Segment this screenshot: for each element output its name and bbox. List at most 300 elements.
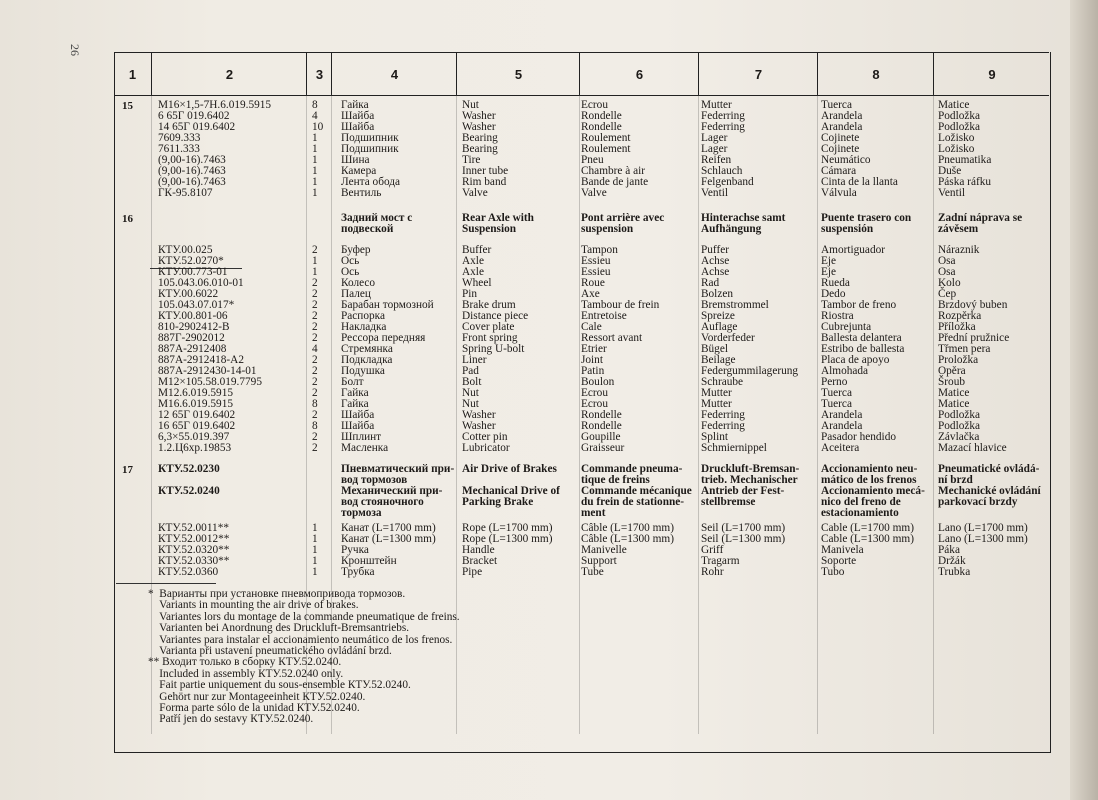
part-name-col9: Podložka: [938, 121, 981, 133]
part-name-col8: Tuerca: [821, 398, 852, 410]
part-number: M16×1,5-7H.6.019.5915: [158, 99, 272, 111]
part-number: (9,00-16).7463: [158, 176, 226, 188]
part-name-col6: Entretoise: [581, 310, 627, 322]
footnote-line: Variantes para instalar el accionamiento neumático de los frenos.: [148, 633, 453, 646]
part-name-col9: Držák: [938, 555, 966, 567]
part-name-col9: Kolo: [938, 277, 961, 289]
footnote-line: Forma parte sólo de la unidad КТУ.52.0240.: [148, 702, 360, 714]
part-number: ГК-95.8107: [158, 187, 213, 199]
footnote-line: Gehört nur zur Montageeinheit КТУ.52.0240.: [148, 690, 366, 703]
book-spine-shadow: [1070, 0, 1098, 800]
part-name-col4: Шайба: [341, 121, 375, 133]
part-name-col8: Dedo: [821, 288, 846, 300]
quantity: 4: [312, 343, 318, 355]
part-name-col5: Liner: [462, 354, 487, 366]
part-name-col6: Patin: [581, 365, 605, 377]
part-name-col9: Matice: [938, 398, 970, 410]
quantity: 8: [312, 398, 318, 410]
part-name-col9: Osa: [938, 255, 956, 267]
part-name-col5: Nut: [462, 398, 479, 410]
part-number: КТУ.52.0320**: [158, 544, 230, 556]
part-name-col6: Ecrou: [581, 99, 608, 111]
part-name-col9: Ložisko: [938, 132, 975, 144]
part-number: 12 65Г 019.6402: [158, 409, 236, 421]
quantity: 4: [312, 110, 318, 122]
assembly-title-c8: nico del freno de: [821, 496, 901, 508]
part-name-col5: Tire: [462, 154, 481, 166]
part-number: КТУ.52.0012**: [158, 533, 230, 545]
assembly-title-c9: závěsem: [938, 223, 979, 235]
assembly-title-c2: КТУ.52.0240: [158, 485, 220, 497]
part-name-col5: Cover plate: [462, 321, 515, 333]
part-name-col5: Rope (L=1700 mm): [462, 522, 553, 534]
quantity: 2: [312, 288, 318, 300]
part-name-col5: Buffer: [462, 244, 492, 256]
footnote-line: Variantes lors du montage de la commande pneumatique de freins.: [148, 610, 460, 623]
part-name-col7: Mutter: [701, 398, 732, 410]
part-number: 810-2902412-В: [158, 321, 230, 333]
part-name-col8: Tambor de freno: [821, 299, 897, 311]
assembly-title-c8: suspensión: [821, 223, 874, 235]
part-name-col6: Axe: [581, 288, 600, 300]
footnote-line: Varianten bei Anordnung des Druckluft-Bremsantriebs.: [148, 622, 410, 635]
table-header-row: [114, 52, 1049, 96]
assembly-title-c6: Commande pneuma-: [581, 463, 683, 475]
part-name-col6: Rondelle: [581, 121, 622, 133]
part-name-col6: Etrier: [581, 343, 607, 355]
part-name-col5: Handle: [462, 544, 495, 556]
part-name-col9: Brzdový buben: [938, 299, 1008, 311]
part-number: 105.043.07.017*: [158, 299, 235, 311]
part-name-col9: Podložka: [938, 420, 981, 432]
quantity: 2: [312, 354, 318, 366]
part-name-col8: Rueda: [821, 277, 850, 289]
part-name-col5: Pin: [462, 288, 478, 300]
part-name-col9: Čep: [938, 288, 957, 300]
part-name-col7: Achse: [701, 266, 730, 278]
assembly-title-c8: Accionamiento mecá-: [821, 485, 925, 497]
part-name-col7: Lager: [701, 132, 728, 144]
part-name-col4: Кронштейн: [341, 555, 397, 567]
column-header-4: 4: [331, 53, 457, 95]
part-name-col7: Ventil: [701, 187, 728, 199]
part-name-col7: Bügel: [701, 343, 728, 355]
part-name-col5: Bolt: [462, 376, 482, 388]
part-name-col5: Inner tube: [462, 165, 509, 177]
assembly-title-c8: estacionamiento: [821, 507, 899, 519]
part-name-col8: Eje: [821, 266, 837, 278]
part-name-col7: Spreize: [701, 310, 735, 322]
part-name-col5: Pipe: [462, 566, 483, 578]
assembly-title-c8: Accionamiento neu-: [821, 463, 918, 475]
part-name-col7: Vorderfeder: [701, 332, 755, 344]
part-name-col5: Rim band: [462, 176, 507, 188]
part-name-col4: Ручка: [341, 544, 369, 556]
part-name-col7: Schmiernippel: [701, 442, 767, 454]
part-name-col7: Schraube: [701, 376, 744, 388]
part-name-col4: Ось: [341, 266, 360, 278]
footnote-line: Variants in mounting the air drive of brakes.: [148, 599, 359, 612]
part-name-col9: Závlačka: [938, 431, 980, 443]
assembly-title-c9: ní brzd: [938, 474, 973, 486]
assembly-title-c7: Hinterachse samt: [701, 212, 786, 224]
part-name-col8: Almohada: [821, 365, 869, 377]
part-name-col5: Distance piece: [462, 310, 529, 322]
part-number: 6 65Г 019.6402: [158, 110, 230, 122]
group-number: 17: [122, 464, 133, 476]
quantity: 2: [312, 332, 318, 344]
part-name-col8: Cojinete: [821, 143, 860, 155]
part-name-col4: Шайба: [341, 420, 375, 432]
part-number: КТУ.52.0330**: [158, 555, 230, 567]
part-number: 887А-2912408: [158, 343, 227, 355]
part-number: M16.6.019.5915: [158, 398, 234, 410]
part-name-col7: Federgummilagerung: [701, 365, 799, 377]
part-name-col7: Beilage: [701, 354, 736, 366]
assembly-title-c6: Commande mécanique: [581, 485, 692, 497]
part-name-col4: Палец: [341, 288, 371, 300]
assembly-title-c4: тормоза: [341, 507, 382, 519]
part-name-col6: Tambour de frein: [581, 299, 660, 311]
part-name-col7: Seil (L=1700 mm): [701, 522, 786, 534]
column-separator: [933, 94, 934, 734]
assembly-title-c6: du frein de stationne-: [581, 496, 685, 508]
assembly-title-c5: Parking Brake: [462, 496, 534, 508]
part-name-col4: Подушка: [341, 365, 385, 377]
part-name-col8: Riostra: [821, 310, 854, 322]
quantity: 2: [312, 365, 318, 377]
part-name-col5: Nut: [462, 99, 479, 111]
part-number: 105.043.06.010-01: [158, 277, 244, 289]
assembly-title-c5: Mechanical Drive of: [462, 485, 560, 497]
column-separator: [456, 94, 457, 734]
part-name-col4: Барабан тормозной: [341, 299, 434, 311]
part-name-col7: Puffer: [701, 244, 730, 256]
part-name-col6: Chambre à air: [581, 165, 645, 177]
quantity: 1: [312, 533, 318, 545]
part-name-col8: Arandela: [821, 420, 863, 432]
part-number: (9,00-16).7463: [158, 154, 226, 166]
assembly-title-c7: stellbremse: [701, 496, 756, 508]
part-number: 14 65Г 019.6402: [158, 121, 236, 133]
part-name-col6: Essieu: [581, 266, 611, 278]
part-name-col6: Tube: [581, 566, 604, 578]
part-name-col9: Příložka: [938, 321, 976, 333]
part-name-col4: Накладка: [341, 321, 387, 333]
part-name-col8: Tuerca: [821, 387, 852, 399]
quantity: 1: [312, 522, 318, 534]
part-name-col5: Bracket: [462, 555, 498, 567]
part-name-col6: Valve: [581, 187, 607, 199]
part-number: M12×105.58.019.7795: [158, 376, 262, 388]
part-name-col5: Bearing: [462, 143, 498, 155]
assembly-title-c5: Suspension: [462, 223, 517, 235]
quantity: 1: [312, 544, 318, 556]
part-name-col4: Распорка: [341, 310, 385, 322]
part-name-col4: Канат (L=1300 mm): [341, 533, 436, 545]
part-name-col6: Pneu: [581, 154, 604, 166]
column-header-6: 6: [579, 53, 699, 95]
quantity: 8: [312, 420, 318, 432]
footnote-line: Patří jen do sestavy КТУ.52.0240.: [148, 713, 314, 726]
part-number: 6,3×55.019.397: [158, 431, 230, 443]
part-name-col8: Pasador hendido: [821, 431, 896, 443]
part-name-col9: Podložka: [938, 409, 981, 421]
part-name-col7: Federring: [701, 409, 745, 421]
part-name-col8: Aceitera: [821, 442, 860, 454]
part-number: 16 65Г 019.6402: [158, 420, 236, 432]
part-name-col7: Bolzen: [701, 288, 733, 300]
part-number: КТУ.52.0360: [158, 566, 219, 578]
quantity: 1: [312, 176, 318, 188]
part-name-col6: Goupille: [581, 431, 621, 443]
part-name-col9: Trubka: [938, 566, 971, 578]
column-separator: [817, 94, 818, 734]
part-name-col8: Arandela: [821, 409, 863, 421]
part-number: КТУ.00.773-01: [158, 266, 228, 278]
part-name-col4: Шайба: [341, 409, 375, 421]
part-name-col8: Cubrejunta: [821, 321, 872, 333]
footnote-line: * Варианты при установке пневмопривода тормозов.: [148, 588, 406, 600]
part-name-col8: Placa de apoyo: [821, 354, 890, 366]
part-name-col8: Cámara: [821, 165, 857, 177]
part-name-col9: Podložka: [938, 110, 981, 122]
column-header-5: 5: [456, 53, 580, 95]
part-name-col5: Brake drum: [462, 299, 516, 311]
part-name-col8: Eje: [821, 255, 837, 267]
part-name-col8: Cable (L=1300 mm): [821, 533, 914, 545]
part-name-col6: Câble (L=1300 mm): [581, 533, 674, 545]
assembly-title-c6: tique de freins: [581, 474, 650, 486]
part-name-col8: Ballesta delantera: [821, 332, 902, 344]
part-number: (9,00-16).7463: [158, 165, 226, 177]
assembly-title-c7: Druckluft-Bremsan-: [701, 463, 800, 475]
assembly-title-c6: Pont arrière avec: [581, 212, 665, 224]
part-name-col6: Roue: [581, 277, 605, 289]
part-name-col4: Болт: [341, 376, 364, 388]
part-name-col4: Шплинт: [341, 431, 382, 443]
part-name-col4: Гайка: [341, 387, 369, 399]
quantity: 2: [312, 321, 318, 333]
assembly-title-c7: trieb. Mechanischer: [701, 474, 798, 486]
quantity: 1: [312, 187, 318, 199]
part-name-col6: Bande de jante: [581, 176, 649, 188]
part-name-col8: Arandela: [821, 121, 863, 133]
part-name-col7: Lager: [701, 143, 728, 155]
part-name-col9: Matice: [938, 387, 970, 399]
part-number: КТУ.00.801-06: [158, 310, 228, 322]
assembly-title-c9: Pneumatické ovládá-: [938, 463, 1040, 475]
part-name-col5: Pad: [462, 365, 479, 377]
part-name-col8: Neumático: [821, 154, 871, 166]
part-name-col5: Front spring: [462, 332, 518, 344]
part-number: 7609.333: [158, 132, 201, 144]
part-number: M12.6.019.5915: [158, 387, 234, 399]
part-name-col9: Lano (L=1700 mm): [938, 522, 1028, 534]
part-name-col6: Câble (L=1700 mm): [581, 522, 674, 534]
footnote-line: Included in assembly КТУ.52.0240 only.: [148, 667, 344, 680]
part-name-col6: Roulement: [581, 132, 631, 144]
assembly-title-c8: mático de los frenos: [821, 474, 917, 486]
part-name-col6: Ecrou: [581, 387, 608, 399]
quantity: 2: [312, 442, 318, 454]
part-name-col7: Seil (L=1300 mm): [701, 533, 786, 545]
part-name-col5: Cotter pin: [462, 431, 508, 443]
assembly-title-c6: ment: [581, 507, 606, 519]
part-name-col7: Bremstrommel: [701, 299, 769, 311]
quantity: 1: [312, 255, 318, 267]
column-header-3: 3: [306, 53, 332, 95]
part-name-col9: Rozpěrka: [938, 310, 982, 322]
quantity: 1: [312, 132, 318, 144]
part-name-col4: Камера: [341, 165, 377, 177]
part-name-col4: Шина: [341, 154, 370, 166]
part-name-col9: Opěra: [938, 365, 966, 377]
part-name-col7: Felgenband: [701, 176, 754, 188]
quantity: 1: [312, 566, 318, 578]
part-name-col4: Подшипник: [341, 132, 399, 144]
part-name-col4: Гайка: [341, 398, 369, 410]
quantity: 1: [312, 165, 318, 177]
part-name-col4: Гайка: [341, 99, 369, 111]
part-name-col4: Масленка: [341, 442, 389, 454]
part-name-col9: Osa: [938, 266, 956, 278]
part-name-col4: Трубка: [341, 566, 375, 578]
quantity: 2: [312, 387, 318, 399]
part-name-col8: Cinta de la llanta: [821, 176, 898, 188]
part-name-col6: Ecrou: [581, 398, 608, 410]
assembly-title-c5: Rear Axle with: [462, 212, 534, 224]
part-name-col5: Washer: [462, 121, 496, 133]
column-header-9: 9: [933, 53, 1050, 95]
part-number: 887А-2912430-14-01: [158, 365, 257, 377]
footnote-line: ** Входит только в сборку КТУ.52.0240.: [148, 656, 342, 669]
column-header-1: 1: [128, 66, 137, 82]
column-header-7: 7: [698, 53, 818, 95]
quantity: 8: [312, 99, 318, 111]
part-name-col8: Estribo de ballesta: [821, 343, 905, 355]
assembly-title-c4: вод стояночного: [341, 496, 424, 508]
column-header-2: 2: [151, 53, 307, 95]
part-name-col7: Federring: [701, 420, 745, 432]
part-name-col6: Cale: [581, 321, 602, 333]
part-name-col4: Ось: [341, 255, 360, 267]
part-name-col6: Manivelle: [581, 544, 627, 556]
part-name-col6: Rondelle: [581, 110, 622, 122]
part-name-col6: Ressort avant: [581, 332, 643, 344]
column-separator: [698, 94, 699, 734]
quantity: 1: [312, 143, 318, 155]
page-number: 26: [68, 44, 82, 56]
part-name-col6: Roulement: [581, 143, 631, 155]
part-name-col7: Achse: [701, 255, 730, 267]
part-name-col9: Šroub: [938, 376, 965, 388]
quantity: 1: [312, 555, 318, 567]
part-name-col8: Cable (L=1700 mm): [821, 522, 914, 534]
part-name-col7: Mutter: [701, 387, 732, 399]
quantity: 2: [312, 409, 318, 421]
column-header-8: 8: [817, 53, 934, 95]
part-name-col4: Подкладка: [341, 354, 393, 366]
part-name-col5: Washer: [462, 420, 496, 432]
part-name-col4: Стремянка: [341, 343, 393, 355]
part-name-col4: Лента обода: [341, 176, 401, 188]
part-name-col7: Tragarm: [701, 555, 740, 567]
part-name-col6: Rondelle: [581, 409, 622, 421]
part-name-col5: Bearing: [462, 132, 498, 144]
part-number: 7611.333: [158, 143, 200, 155]
part-name-col9: Páska ráfku: [938, 176, 992, 188]
assembly-title-c9: parkovací brzdy: [938, 496, 1018, 508]
part-name-col8: Tubo: [821, 566, 845, 578]
group-number: 16: [122, 213, 133, 225]
part-name-col9: Proložka: [938, 354, 979, 366]
part-name-col5: Lubricator: [462, 442, 510, 454]
part-name-col5: Rope (L=1300 mm): [462, 533, 553, 545]
quantity: 2: [312, 244, 318, 256]
part-name-col7: Rohr: [701, 566, 724, 578]
footnote-line: Varianta při ustavení pneumatického ovládání brzd.: [148, 645, 392, 657]
part-name-col7: Auflage: [701, 321, 738, 333]
part-name-col9: Ventil: [938, 187, 965, 199]
assembly-title-c2: КТУ.52.0230: [158, 463, 220, 475]
part-name-col8: Soporte: [821, 555, 857, 567]
part-number: 887Г-2902012: [158, 332, 225, 344]
part-name-col7: Federring: [701, 121, 745, 133]
quantity: 1: [312, 266, 318, 278]
assembly-title-c7: Antrieb der Fest-: [701, 485, 785, 497]
part-name-col5: Nut: [462, 387, 479, 399]
quantity: 2: [312, 299, 318, 311]
quantity: 2: [312, 310, 318, 322]
part-number: КТУ.00.6022: [158, 288, 219, 300]
part-name-col6: Boulon: [581, 376, 615, 388]
part-name-col8: Tuerca: [821, 99, 852, 111]
part-name-col9: Náraznik: [938, 244, 980, 256]
assembly-title-c4: подвеской: [341, 223, 394, 235]
part-name-col6: Tampon: [581, 244, 618, 256]
group-number: 15: [122, 100, 133, 112]
assembly-title-c9: Zadní náprava se: [938, 212, 1023, 224]
part-name-col8: Válvula: [821, 187, 857, 199]
part-name-col4: Канат (L=1700 mm): [341, 522, 436, 534]
part-number: КТУ.52.0011**: [158, 522, 230, 534]
part-name-col4: Подшипник: [341, 143, 399, 155]
part-name-col4: Колесо: [341, 277, 376, 289]
part-name-col7: Rad: [701, 277, 720, 289]
part-name-col5: Spring U-bolt: [462, 343, 525, 355]
part-name-col6: Rondelle: [581, 420, 622, 432]
part-name-col8: Manivela: [821, 544, 864, 556]
part-number: КТУ.00.025: [158, 244, 213, 256]
part-number: 1.2.Ц6хр.19853: [158, 442, 232, 454]
part-name-col7: Federring: [701, 110, 745, 122]
part-name-col8: Perno: [821, 376, 848, 388]
part-name-col8: Amortiguador: [821, 244, 886, 256]
part-name-col9: Ložisko: [938, 143, 975, 155]
part-name-col9: Matice: [938, 99, 970, 111]
part-name-col7: Reifen: [701, 154, 732, 166]
part-name-col9: Třmen pera: [938, 343, 991, 355]
part-name-col9: Páka: [938, 544, 960, 556]
part-name-col8: Cojinete: [821, 132, 860, 144]
part-name-col6: Graisseur: [581, 442, 625, 454]
assembly-title-c4: Задний мост с: [341, 212, 413, 224]
part-name-col5: Wheel: [462, 277, 492, 289]
part-name-col4: Вентиль: [341, 187, 382, 199]
column-separator: [579, 94, 580, 734]
part-name-col5: Valve: [462, 187, 488, 199]
